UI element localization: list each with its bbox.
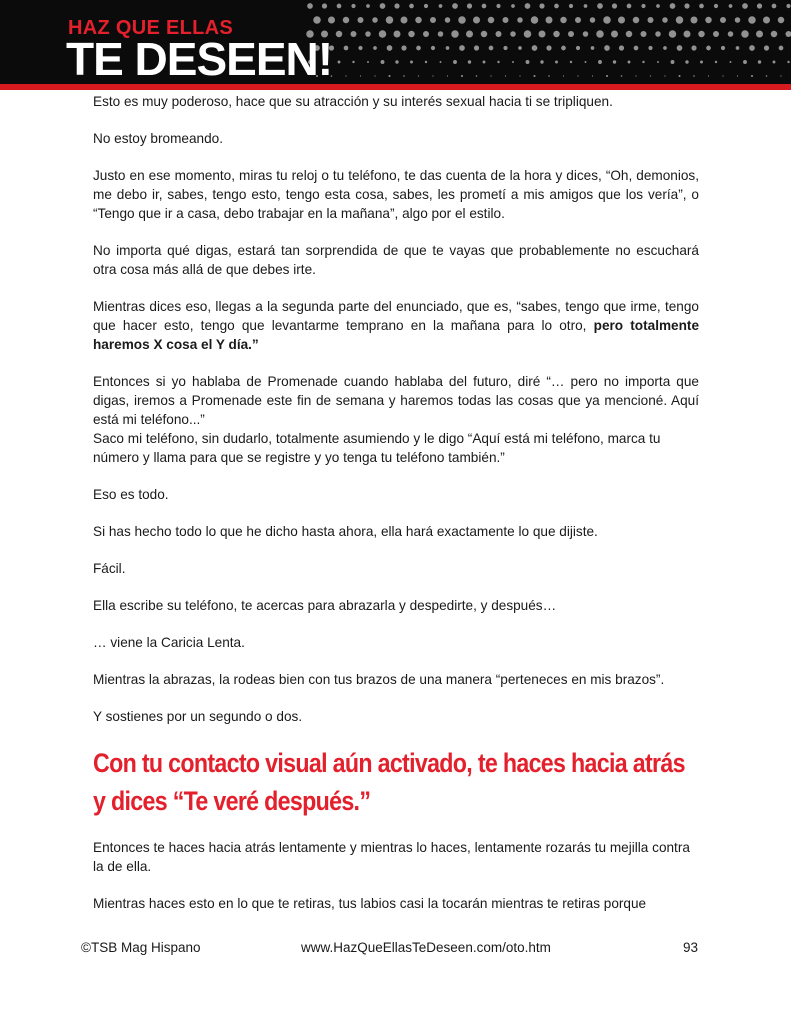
header-dot: [648, 17, 654, 23]
header-dot: [583, 31, 589, 37]
page-footer: [81, 940, 698, 960]
header-dot: [596, 30, 604, 38]
header-dot: [650, 75, 651, 76]
paragraph: Mientras la abrazas, la rodeas bien con tus brazos de una manera “perteneces en mis brazos”.: [93, 672, 665, 687]
header-dot: [503, 46, 507, 50]
header-dot: [613, 60, 616, 63]
header-dot: [467, 3, 472, 8]
header-dot: [735, 17, 741, 23]
header-dot: [372, 17, 378, 23]
header-dot: [677, 45, 683, 51]
header-dot: [519, 75, 520, 76]
paragraph: Fácil.: [93, 561, 126, 576]
header-dot: [458, 16, 466, 24]
header-dot: [684, 31, 691, 38]
header-dot: [684, 3, 689, 8]
header-dot: [590, 17, 596, 23]
header-dot: [721, 46, 725, 50]
header-dot: [451, 30, 459, 38]
header-dot: [633, 17, 640, 24]
header-dot: [365, 31, 371, 37]
header-dot: [722, 75, 723, 76]
footer-url: www.HazQueEllasTeDeseen.com/oto.htm: [301, 940, 551, 955]
header-dot: [447, 75, 448, 76]
header-dot: [720, 17, 726, 23]
header-dot: [584, 4, 588, 8]
header-dot: [626, 31, 633, 38]
header-dot: [642, 61, 644, 63]
header-dot: [489, 46, 494, 51]
page-number: 93: [682, 940, 698, 955]
header-dot: [344, 46, 349, 51]
header-dot: [773, 61, 776, 64]
header-dot: [351, 31, 357, 37]
paragraph: Y sostienes por un segundo o dos.: [93, 709, 303, 724]
header-dot: [453, 60, 457, 64]
header-dot: [778, 17, 785, 24]
header-dot: [669, 30, 677, 38]
header-dot: [749, 45, 755, 51]
header-dot: [360, 75, 361, 76]
header-dot: [763, 17, 770, 24]
header-dot: [488, 17, 495, 24]
header-dot: [706, 46, 711, 51]
header-dot: [569, 4, 573, 8]
header-dot: [379, 30, 387, 38]
header-dot: [619, 45, 624, 50]
header-dot: [691, 17, 698, 24]
header-dot: [606, 75, 608, 77]
header-dot: [604, 45, 610, 51]
paragraph-text: Mientras dices eso, llegas a la segunda parte del enunciado, que es, “sabes, tengo que irme, tengo que hacer esto, tengo que levantarme temprano en la mañana para lo otro,: [93, 299, 699, 333]
header-dot: [691, 45, 696, 50]
paragraph: Ella escribe su teléfono, te acercas para abrazarla y despedirte, y después…: [93, 598, 557, 613]
dots-pattern-decoration: [300, 0, 791, 84]
header-dot: [358, 46, 362, 50]
header-dot: [641, 31, 647, 37]
header-dot: [374, 75, 375, 76]
header-dot: [627, 4, 632, 9]
header-dot: [713, 31, 719, 37]
paragraph: Entonces si yo hablaba de Promenade cuando hablaba del futuro, diré “… pero no importa que digas, iremos a Promenade este fin de semana y haremos todas las cosas que ya mencioné. Aquí está mi teléfono...”: [93, 374, 699, 427]
header-dot: [425, 61, 427, 63]
header-dot: [780, 75, 781, 76]
header-dot: [553, 31, 560, 38]
header-dot: [452, 3, 458, 9]
header-dot: [373, 46, 377, 50]
header-dot: [592, 75, 593, 76]
header-dot: [540, 60, 543, 63]
paragraph: Esto es muy poderoso, hace que su atracción y su interés sexual hacia ti se tripliquen.: [93, 94, 613, 109]
header-dot: [418, 75, 419, 76]
header-dot: [366, 4, 370, 8]
header-dot: [459, 45, 465, 51]
header-dot: [328, 17, 335, 24]
header-dot: [415, 17, 422, 24]
header-dot: [395, 60, 398, 63]
header-dot: [546, 17, 553, 24]
header-dot: [503, 17, 509, 23]
header-red-stripe: [0, 84, 791, 90]
paragraph: Entonces te haces hacia atrás lentamente y mientras lo haces, lentamente rozarás tu mejilla contra la de ella.: [93, 840, 690, 874]
header-dot: [512, 61, 514, 63]
page-content: [93, 92, 699, 931]
header-dot: [621, 75, 623, 77]
header-dot: [786, 31, 791, 37]
header-dot: [772, 4, 777, 9]
header-dot: [585, 61, 587, 63]
header-dot: [497, 61, 499, 63]
paragraph: No importa qué digas, estará tan sorprendida de que te vayas que probablemente no escuchará otra cosa más allá de que debes irte.: [93, 243, 699, 277]
header-dot: [440, 61, 442, 63]
header-dot: [634, 46, 639, 51]
header-dot: [756, 31, 763, 38]
header-dot: [576, 46, 580, 50]
header-dot: [779, 46, 784, 51]
paragraph: Justo en ese momento, miras tu reloj o tu teléfono, te das cuenta de la hora y dices, “Oh, demonios, me debo ir, sabes, tengo esto, tengo esta cosa, sabes, les prometí a mis amigos que los vería”, o “Tengo que ir a casa, debo trabajar en la mañana”, algo por el estilo.: [93, 168, 699, 221]
header-dot: [430, 17, 436, 23]
footer-copyright: ©TSB Mag Hispano: [81, 940, 201, 955]
header-dot: [518, 46, 522, 50]
header-dot: [483, 61, 486, 64]
header-dot: [468, 60, 471, 63]
header-dot: [533, 75, 535, 77]
paragraph: Mientras haces esto en lo que te retiras, tus labios casi la tocarán mientras te retiras porque: [93, 896, 647, 911]
header-dot: [381, 60, 385, 64]
header-dot: [676, 16, 684, 24]
header-dot: [678, 75, 680, 77]
header-dot: [401, 17, 408, 24]
header-dot: [612, 3, 617, 8]
header-dot: [764, 45, 769, 50]
header-dot: [511, 4, 515, 8]
header-dot: [343, 17, 350, 24]
header-dot: [394, 3, 399, 8]
header-dot: [570, 61, 572, 63]
header-dot: [693, 75, 695, 77]
header-dot: [510, 31, 516, 37]
header-dot: [648, 46, 652, 50]
header-dot: [698, 31, 705, 38]
header-dot: [431, 46, 435, 50]
header-dot: [505, 75, 506, 76]
paragraph: Si has hecho todo lo que he dicho hasta ahora, ella hará exactamente lo que dijiste.: [93, 524, 598, 539]
header-dot: [714, 4, 718, 8]
header-dot: [409, 4, 414, 9]
header-dot: [628, 61, 631, 64]
header-dot: [603, 16, 611, 24]
header-dot: [466, 31, 473, 38]
header-dot: [708, 75, 709, 76]
header-dot: [635, 75, 636, 76]
header-dot: [423, 31, 429, 37]
header-dot: [736, 46, 740, 50]
header-dot: [358, 17, 364, 23]
header-dot: [685, 60, 688, 63]
header-dot: [352, 61, 354, 63]
header-dot: [539, 31, 546, 38]
header-dot: [699, 4, 704, 9]
header-dot: [657, 61, 659, 63]
heading-line: Con tu contacto visual aún activado, te haces hacia atrás: [93, 748, 685, 778]
header-dot: [741, 30, 749, 38]
heading-line: y dices “Te veré después.”: [93, 786, 371, 816]
header-dot: [598, 60, 602, 64]
header-dot: [461, 75, 463, 77]
header-dot: [563, 75, 564, 76]
header-dot: [473, 17, 480, 24]
header-dot: [481, 31, 488, 38]
header-dot: [554, 4, 559, 9]
header-dot: [670, 3, 676, 9]
header-dot: [591, 46, 595, 50]
header-dot: [737, 75, 738, 76]
header-dot: [751, 75, 753, 77]
header-dot: [771, 31, 778, 38]
header-dot: [757, 3, 762, 8]
header-dot: [388, 75, 390, 77]
header-dot: [386, 16, 394, 24]
header-dot: [517, 17, 523, 23]
header-dot: [525, 3, 531, 9]
header-dot: [568, 31, 574, 37]
header-dot: [482, 4, 487, 9]
header-dot: [655, 31, 661, 37]
header-dot: [575, 17, 581, 23]
header-dot: [338, 61, 341, 64]
header-dot: [597, 3, 603, 9]
header-dot: [351, 4, 355, 8]
header-dot: [313, 16, 321, 24]
header-dot: [476, 75, 478, 77]
header-dot: [656, 4, 660, 8]
header-dot: [561, 46, 566, 51]
header-dot: [524, 30, 532, 38]
header-dot: [337, 4, 342, 9]
header-dot: [730, 61, 732, 63]
header-dot: [445, 17, 451, 23]
header-dot: [496, 31, 502, 37]
header-dot: [408, 31, 415, 38]
header-dot: [611, 31, 618, 38]
header-dot: [641, 4, 645, 8]
header-dot: [322, 3, 327, 8]
header-dot: [664, 75, 665, 76]
header-dot: [700, 61, 703, 64]
header-dot: [496, 4, 500, 8]
paragraph: Saco mi teléfono, sin dudarlo, totalmente asumiendo y le digo “Aquí está mi teléfono, marca tu número y llama para que se registre y yo tenga tu teléfono también.”: [93, 431, 661, 465]
header-dot: [748, 16, 756, 24]
header-dot: [743, 60, 747, 64]
header-dot: [446, 46, 450, 50]
header-dot: [546, 45, 551, 50]
header-dot: [555, 61, 558, 64]
header-dot: [729, 4, 733, 8]
header-dot: [367, 61, 369, 63]
page-header-banner: [0, 0, 791, 84]
logo-line-2: TE DESEEN!: [66, 33, 333, 84]
header-dot: [424, 4, 428, 8]
header-dot: [380, 3, 386, 9]
paragraph: … viene la Caricia Lenta.: [93, 635, 245, 650]
bold-text: pero totalmente haremos X cosa el Y día.”: [93, 318, 700, 352]
header-dot: [662, 17, 668, 23]
paragraph: [93, 297, 699, 354]
header-dot: [474, 45, 479, 50]
header-dot: [705, 17, 712, 24]
header-dot: [715, 61, 717, 63]
header-dot: [766, 75, 768, 77]
header-dot: [439, 4, 443, 8]
header-dot: [758, 60, 761, 63]
header-dot: [345, 75, 346, 76]
section-heading: [93, 744, 695, 820]
header-dot: [560, 17, 567, 24]
header-dot: [577, 75, 578, 76]
header-dot: [532, 45, 538, 51]
header-dot: [618, 17, 625, 24]
header-dot: [432, 75, 433, 76]
paragraph: Eso es todo.: [93, 487, 169, 502]
header-dot: [438, 31, 444, 37]
header-dot: [787, 61, 789, 63]
header-dot: [394, 31, 401, 38]
header-dot: [531, 16, 539, 24]
header-dot: [548, 75, 550, 77]
header-dot: [401, 45, 406, 50]
header-dot: [539, 3, 544, 8]
header-dot: [410, 61, 413, 64]
header-dot: [336, 31, 343, 38]
header-dot: [307, 3, 313, 9]
header-dot: [490, 75, 491, 76]
header-dot: [403, 75, 405, 77]
paragraph: No estoy bromeando.: [93, 131, 223, 146]
header-dot: [663, 46, 667, 50]
header-dot: [526, 60, 530, 64]
header-dot: [387, 45, 393, 51]
header-dot: [671, 60, 675, 64]
header-dot: [786, 4, 790, 8]
header-dot: [416, 46, 421, 51]
header-dot: [742, 3, 748, 9]
logo-line-1: HAZ QUE ELLAS: [68, 17, 234, 39]
header-dot: [728, 31, 734, 37]
